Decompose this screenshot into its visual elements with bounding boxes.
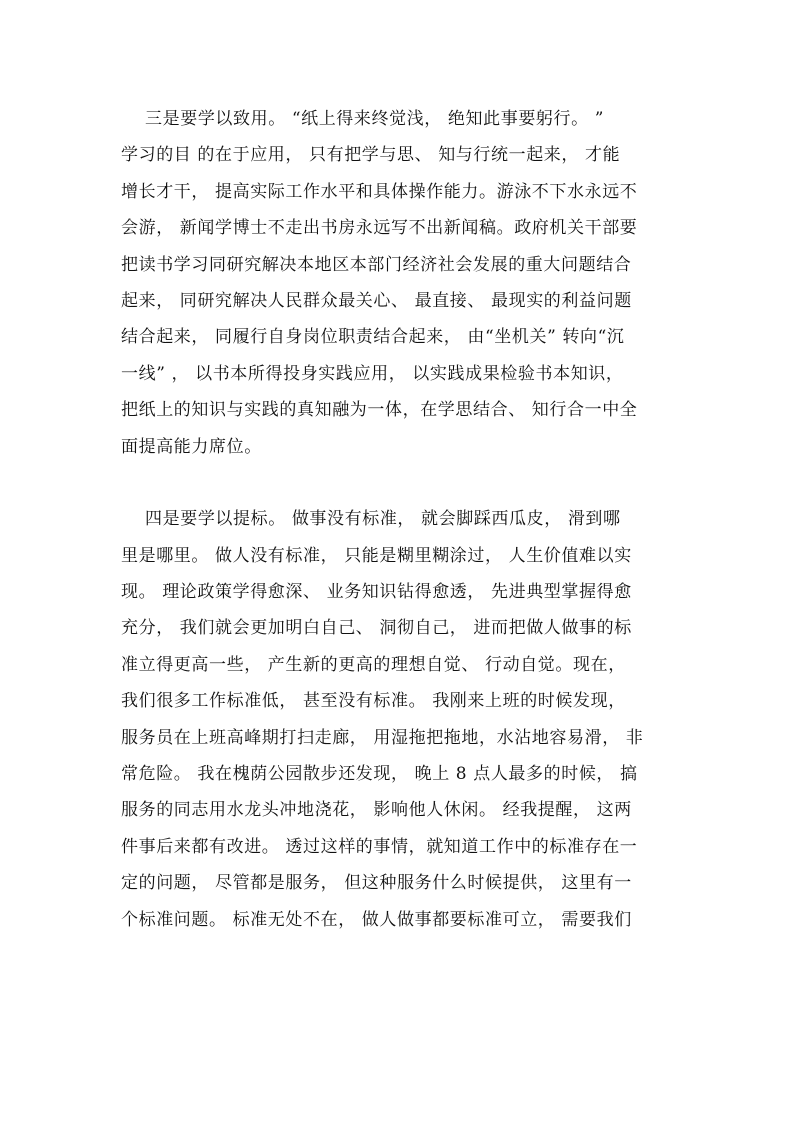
text-line: 充分， 我们就会更加明白自己、 洞彻自己， 进而把做人做事的标 [121, 618, 632, 639]
text-line: 把读书学习同研究解决本地区本部门经济社会发展的重大问题结合 [121, 254, 632, 275]
text-line: 把纸上的知识与实践的真知融为一体，在学思结合、 知行合一中全 [121, 400, 638, 421]
document-body [121, 101, 677, 938]
text-line: 三是要学以致用。 “纸上得来终觉浅， 绝知此事要躬行。 ” [121, 109, 605, 129]
text-line: 学习的目 的在于应用， 只有把学与思、 知与行统一起来， 才能 [121, 145, 621, 166]
text-line: 起来， 同研究解决人民群众最关心、 最直接、 最现实的利益问题 [121, 290, 632, 311]
text-line: 我们很多工作标准低， 甚至没有标准。 我刚来上班的时候发现， [121, 691, 626, 712]
text-line: 个标准问题。 标准无处不在， 做人做事都要标准可立， 需要我们 [121, 909, 632, 930]
text-line: 会游， 新闻学博士不走出书房永远写不出新闻稿。政府机关干部要 [121, 218, 638, 239]
text-line: 面提高能力席位。 [121, 436, 262, 457]
paragraph-spacer [121, 465, 677, 501]
text-line: 结合起来， 同履行自身岗位职责结合起来， 由“坐机关” 转向“沉 [121, 327, 625, 348]
text-line: 里是哪里。 做人没有标准， 只能是糊里糊涂过， 人生价值难以实 [121, 545, 632, 566]
text-line: 服务的同志用水龙头冲地浇花， 影响他人休闲。 经我提醒， 这两 [121, 800, 632, 821]
text-line: 增长才干， 提高实际工作水平和具体操作能力。游泳不下水永远不 [121, 181, 638, 202]
text-line: 四是要学以提标。 做事没有标准， 就会脚踩西瓜皮， 滑到哪 [121, 509, 621, 530]
paragraph-2 [121, 501, 677, 938]
text-line: 件事后来都有改进。 透过这样的事情，就知道工作中的标准存在一 [121, 836, 638, 857]
text-line: 服务员在上班高峰期打扫走廊， 用湿拖把拖地，水沾地容易滑， 非 [121, 727, 644, 748]
text-line: 常危险。 我在槐荫公园散步还发现， 晚上 8 点人最多的时候， 搞 [121, 764, 638, 785]
paragraph-1 [121, 101, 677, 465]
text-line: 定的问题， 尽管都是服务， 但这种服务什么时候提供， 这里有一 [121, 873, 632, 894]
text-line: 准立得更高一些， 产生新的更高的理想自觉、 行动自觉。现在， [121, 654, 626, 675]
text-line: 现。 理论政策学得愈深、 业务知识钻得愈透， 先进典型掌握得愈 [121, 582, 632, 603]
text-line: 一线” ， 以书本所得投身实践应用， 以实践成果检验书本知识， [121, 363, 624, 384]
